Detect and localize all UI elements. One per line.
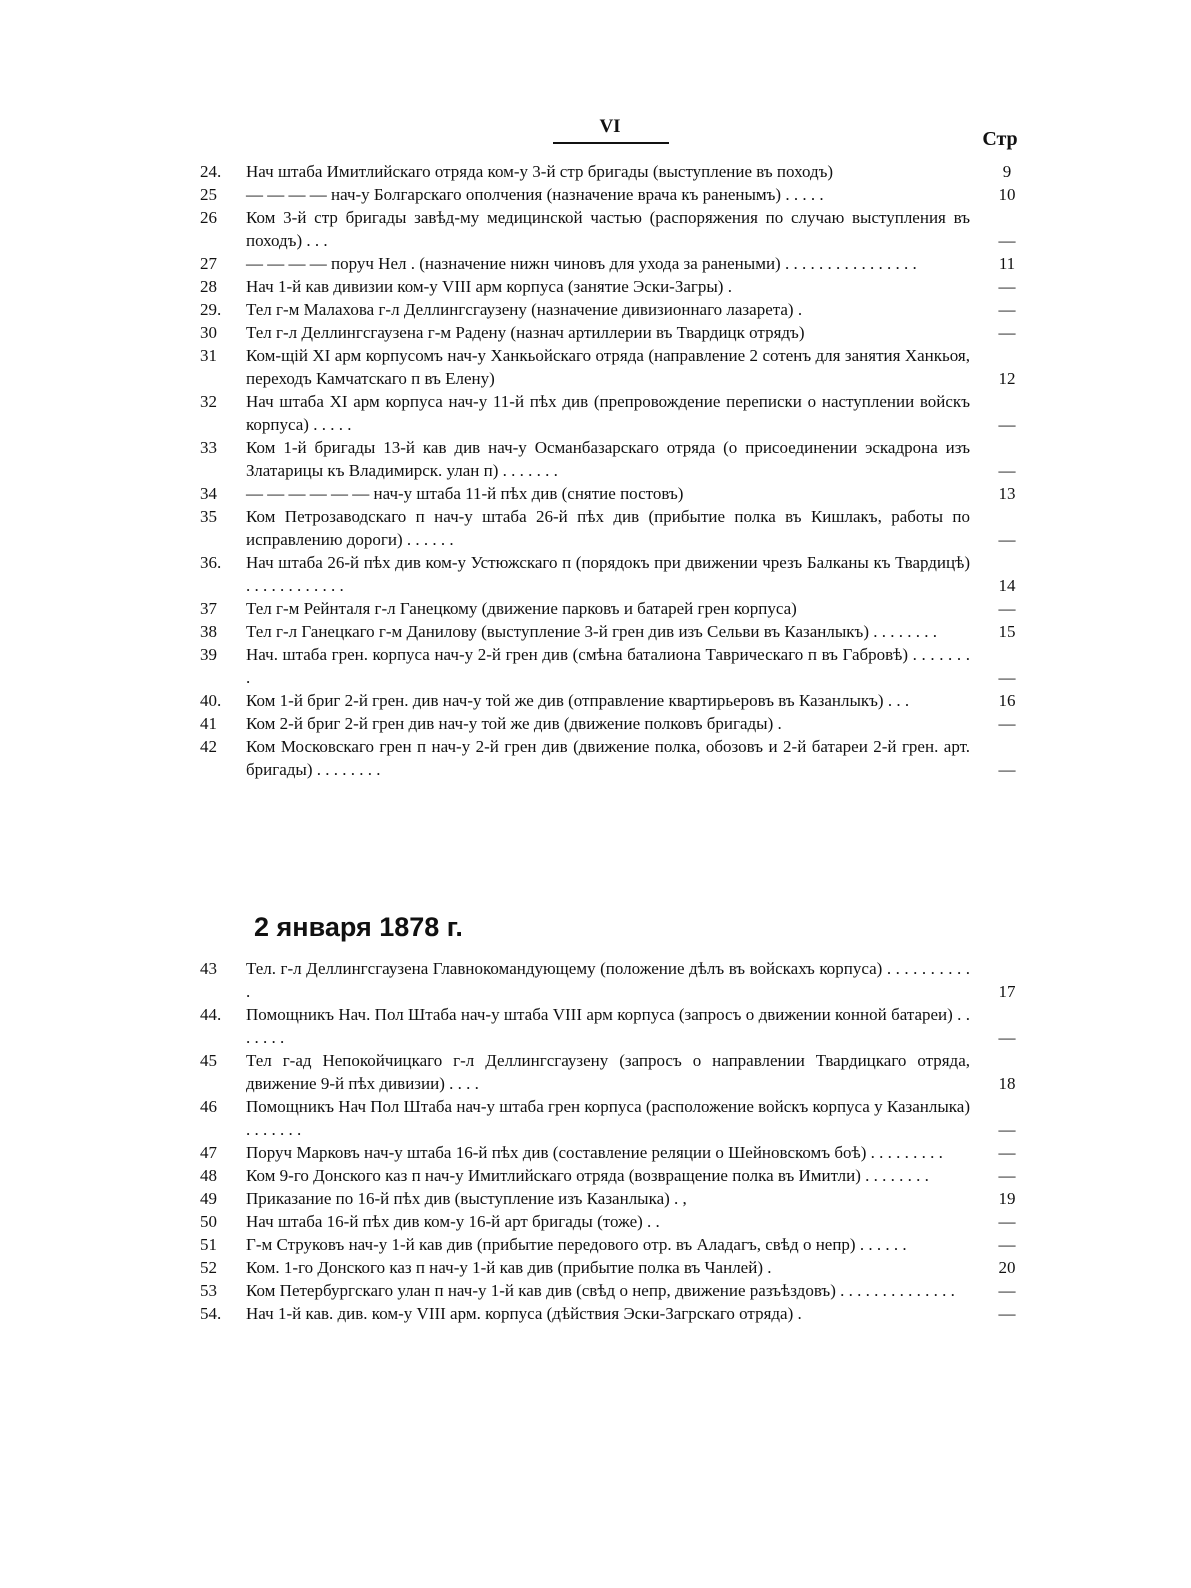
- toc-entry: [0, 298, 1191, 321]
- entry-description: Приказание по 16-й пѣх див (выступление изъ Казанлыка) . ,: [246, 1189, 687, 1208]
- entry-page-number: —: [998, 599, 1016, 618]
- entry-number: 43: [200, 959, 217, 978]
- entry-number: 32: [200, 392, 217, 411]
- toc-entry: [0, 620, 1191, 643]
- toc-entry: [0, 482, 1191, 505]
- entry-page-number: —: [998, 231, 1016, 250]
- entry-description: — — — — — — нач-у штаба 11-й пѣх див (снятие постовъ): [246, 484, 684, 503]
- entry-page-number: —: [998, 760, 1016, 779]
- toc-entry: [0, 1187, 1191, 1210]
- toc-entry: [0, 321, 1191, 344]
- entry-page-number: —: [998, 668, 1016, 687]
- entry-number: 26: [200, 208, 217, 227]
- entry-description: Тел г-л Ганецкаго г-м Данилову (выступление 3-й грен див изъ Сельви въ Казанлыкъ) . . . . . . . .: [246, 622, 937, 641]
- entry-description: Помощникъ Нач Пол Штаба нач-у штаба грен корпуса (расположение войскъ корпуса у Казанлыка) . . . . . . .: [246, 1097, 970, 1139]
- entry-page-number: —: [998, 323, 1016, 342]
- entry-page-number: —: [998, 300, 1016, 319]
- entry-number: 54.: [200, 1304, 222, 1323]
- entry-number: 33: [200, 438, 217, 457]
- entry-description: Тел г-м Малахова г-л Деллингсгаузену (назначение дивизионнаго лазарета) .: [246, 300, 803, 319]
- entry-number: 25: [200, 185, 217, 204]
- entry-page-number: —: [998, 1235, 1016, 1254]
- entry-description: Тел г-м Рейнталя г-л Ганецкому (движение парковъ и батарей грен корпуса): [246, 599, 797, 618]
- entry-description: Нач штаба 16-й пѣх див ком-у 16-й арт бригады (тоже) . .: [246, 1212, 660, 1231]
- entry-description: Тел г-ад Непокойчицкаго г-л Деллингсгаузену (запросъ о направлении Твардицкаго отряда, движение 9-й пѣх дивизии) . . . .: [246, 1051, 970, 1093]
- entry-number: 50: [200, 1212, 217, 1231]
- toc-entry: [0, 1003, 1191, 1049]
- toc-entry: [0, 735, 1191, 781]
- entry-description: Ком 9-го Донского каз п нач-у Имитлийскаго отряда (возвращение полка въ Имитли) . . . . . . . .: [246, 1166, 929, 1185]
- entry-page-number: 18: [998, 1074, 1016, 1093]
- entry-number: 35: [200, 507, 217, 526]
- entry-number: 24.: [200, 162, 222, 181]
- entry-number: 51: [200, 1235, 217, 1254]
- toc-entry: [0, 1164, 1191, 1187]
- toc-entry: [0, 1049, 1191, 1095]
- entry-list-after: [0, 957, 1191, 1325]
- entry-number: 46: [200, 1097, 217, 1116]
- entry-page-number: 14: [998, 576, 1016, 595]
- entry-page-number: —: [998, 1304, 1016, 1323]
- entry-number: 41: [200, 714, 217, 733]
- entry-description: Тел г-л Деллингсгаузена г-м Радену (назнач артиллерии въ Твардицк отрядъ): [246, 323, 805, 342]
- entry-page-number: —: [998, 1166, 1016, 1185]
- entry-description: Нач штаба XI арм корпуса нач-у 11-й пѣх див (препровождение переписки о наступлении войскъ корпуса) . . . . .: [246, 392, 970, 434]
- entry-description: Ком-щiй XI арм корпусомъ нач-у Ханкьойскаго отряда (направление 2 сотенъ для занятия Ханкьоя, переходъ Камчатскаго п въ Елену): [246, 346, 970, 388]
- entry-number: 45: [200, 1051, 217, 1070]
- toc-entry: [0, 275, 1191, 298]
- entry-number: 30: [200, 323, 217, 342]
- entry-description: Ком 2-й бриг 2-й грен див нач-у той же див (движение полковъ бригады) .: [246, 714, 782, 733]
- entry-description: Нач штаба Имитлийскаго отряда ком-у 3-й стр бригады (выступление въ походъ): [246, 162, 834, 181]
- entry-number: 37: [200, 599, 217, 618]
- toc-entry: [0, 160, 1191, 183]
- entry-description: — — — — нач-у Болгарскаго ополчения (назначение врача къ раненымъ) . . . . .: [246, 185, 824, 204]
- entry-description: Нач 1-й кав дивизии ком-у VIII арм корпуса (занятие Эски-Загры) .: [246, 277, 732, 296]
- toc-entry: [0, 551, 1191, 597]
- entry-page-number: 10: [998, 185, 1016, 204]
- entry-description: Ком Петербургскаго улан п нач-у 1-й кав див (свѣд о непр, движение разъѣздовъ) . . . . . . . . . . . . . .: [246, 1281, 955, 1300]
- entry-page-number: —: [998, 461, 1016, 480]
- toc-entry: [0, 1279, 1191, 1302]
- entry-description: Ком 1-й бриг 2-й грен. див нач-у той же див (отправление квартирьеровъ въ Казанлыкъ) . . .: [246, 691, 910, 710]
- entry-page-number: 11: [998, 254, 1016, 273]
- toc-entry: [0, 957, 1191, 1003]
- entry-description: Тел. г-л Деллингсгаузена Главнокомандующему (положение дѣлъ въ войскахъ корпуса) . . . . . . . . . . .: [246, 959, 970, 1001]
- entry-description: Нач 1-й кав. див. ком-у VIII арм. корпуса (дѣйствия Эски-Загрскаго отряда) .: [246, 1304, 802, 1323]
- entry-number: 48: [200, 1166, 217, 1185]
- entry-page-number: —: [998, 1120, 1016, 1139]
- toc-entry: [0, 1141, 1191, 1164]
- toc-entry: [0, 505, 1191, 551]
- entry-page-number: —: [998, 415, 1016, 434]
- page-column-header: Стр: [982, 128, 1018, 150]
- entry-number: 39: [200, 645, 217, 664]
- entry-page-number: —: [998, 714, 1016, 733]
- entry-number: 27: [200, 254, 217, 273]
- entry-number: 31: [200, 346, 217, 365]
- entry-page-number: —: [998, 1281, 1016, 1300]
- entry-page-number: —: [998, 1143, 1016, 1162]
- section-heading: 2 января 1878 г.: [254, 912, 463, 942]
- entry-description: Ком 1-й бригады 13-й кав див нач-у Османбазарскаго отряда (о присоединении эскадрона изъ Златарицы къ Владимирск. улан п) . . . . . . .: [246, 438, 970, 480]
- entry-page-number: —: [998, 530, 1016, 549]
- toc-entry: [0, 344, 1191, 390]
- header-rule: [553, 142, 669, 144]
- toc-entry: [0, 712, 1191, 735]
- entry-list-before: [0, 160, 1191, 781]
- entry-number: 52: [200, 1258, 217, 1277]
- toc-entry: [0, 206, 1191, 252]
- toc-entry: [0, 643, 1191, 689]
- toc-entry: [0, 1095, 1191, 1141]
- entry-description: — — — — поруч Нел . (назначение нижн чиновъ для ухода за ранеными) . . . . . . . . . . . . . . . .: [246, 254, 917, 273]
- toc-entry: [0, 1302, 1191, 1325]
- entry-number: 28: [200, 277, 217, 296]
- entry-description: Ком 3-й стр бригады завѣд-му медицинской частью (распоряжения по случаю выступления въ походъ) . . .: [246, 208, 970, 250]
- entry-page-number: —: [998, 1028, 1016, 1047]
- entry-description: Ком. 1-го Донского каз п нач-у 1-й кав див (прибытие полка въ Чанлей) .: [246, 1258, 772, 1277]
- entry-page-number: —: [998, 1212, 1016, 1231]
- toc-entry: [0, 1233, 1191, 1256]
- entry-description: Ком Петрозаводскаго п нач-у штаба 26-й пѣх див (прибытие полка въ Кишлакъ, работы по исправлению дороги) . . . . . .: [246, 507, 970, 549]
- entry-description: Ком Московскаго грен п нач-у 2-й грен див (движение полка, обозовъ и 2-й батареи 2-й грен. арт. бригады) . . . . . . . .: [246, 737, 970, 779]
- entry-number: 40.: [200, 691, 222, 710]
- toc-entry: [0, 252, 1191, 275]
- page-roman-numeral: VI: [599, 116, 621, 137]
- entry-number: 36.: [200, 553, 222, 572]
- entry-number: 53: [200, 1281, 217, 1300]
- toc-entry: [0, 183, 1191, 206]
- entry-number: 47: [200, 1143, 217, 1162]
- entry-number: 38: [200, 622, 217, 641]
- entry-description: Нач. штаба грен. корпуса нач-у 2-й грен див (смѣна баталиона Таврическаго п въ Габровѣ) . . . . . . . .: [246, 645, 970, 687]
- entry-page-number: 13: [998, 484, 1016, 503]
- entry-page-number: 19: [998, 1189, 1016, 1208]
- entry-page-number: 9: [1002, 162, 1012, 181]
- entry-page-number: —: [998, 277, 1016, 296]
- toc-entry: [0, 1256, 1191, 1279]
- entry-page-number: 16: [998, 691, 1016, 710]
- toc-entry: [0, 689, 1191, 712]
- entry-description: Г-м Струковъ нач-у 1-й кав див (прибытие передового отр. въ Аладагъ, свѣд о непр) . . . . . .: [246, 1235, 907, 1254]
- entry-description: Помощникъ Нач. Пол Штаба нач-у штаба VIII арм корпуса (запросъ о движении конной батареи) . . . . . . .: [246, 1005, 970, 1047]
- entry-description: Поруч Марковъ нач-у штаба 16-й пѣх див (составление реляции о Шейновскомъ боѣ) . . . . . . . . .: [246, 1143, 943, 1162]
- toc-entry: [0, 597, 1191, 620]
- toc-entry: [0, 390, 1191, 436]
- entry-number: 34: [200, 484, 217, 503]
- entry-description: Нач штаба 26-й пѣх див ком-у Устюжскаго п (порядокъ при движении чрезъ Балканы къ Твардицѣ) . . . . . . . . . . . .: [246, 553, 970, 595]
- entry-page-number: 17: [998, 982, 1016, 1001]
- entry-number: 42: [200, 737, 217, 756]
- entry-number: 44.: [200, 1005, 222, 1024]
- entry-number: 49: [200, 1189, 217, 1208]
- toc-entry: [0, 436, 1191, 482]
- entry-number: 29.: [200, 300, 222, 319]
- entry-page-number: 12: [998, 369, 1016, 388]
- entry-page-number: 15: [998, 622, 1016, 641]
- toc-entry: [0, 1210, 1191, 1233]
- entry-page-number: 20: [998, 1258, 1016, 1277]
